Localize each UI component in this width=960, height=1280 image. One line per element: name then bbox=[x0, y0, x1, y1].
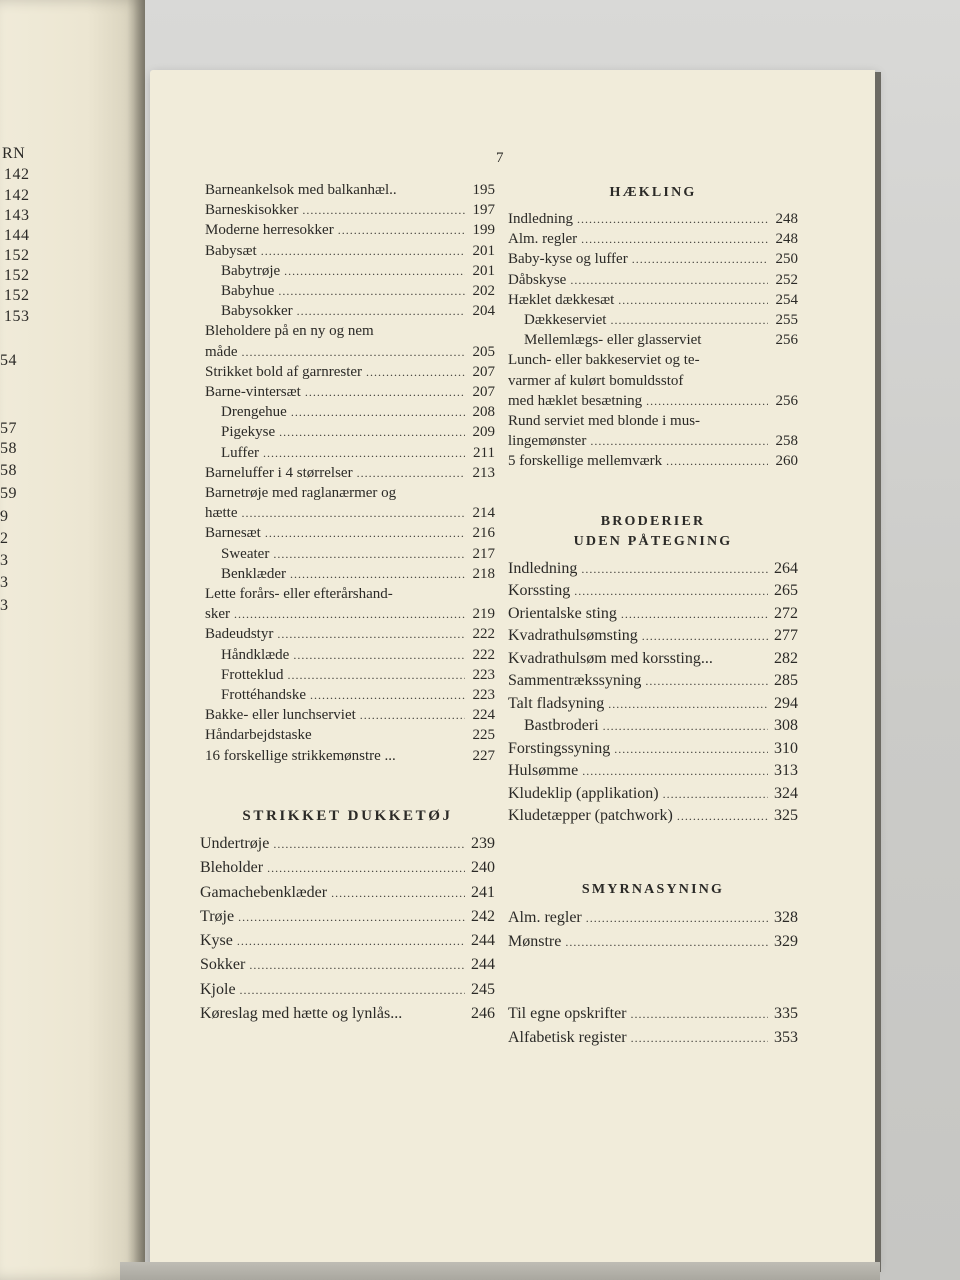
toc-entry bbox=[508, 558, 798, 581]
toc-entry-page: 211 bbox=[473, 444, 495, 461]
dot-leader bbox=[241, 342, 465, 362]
toc-entry-label: Barne-vintersæt bbox=[205, 384, 301, 401]
toc-entry bbox=[200, 1002, 495, 1026]
dot-leader bbox=[278, 281, 465, 301]
toc-entry bbox=[205, 503, 495, 523]
left-page-fragment: 142 bbox=[4, 187, 30, 204]
toc-entry-page: 285 bbox=[774, 672, 798, 690]
toc-entry-label: Alfabetisk register bbox=[508, 1028, 627, 1046]
toc-entry-label: hætte bbox=[205, 505, 238, 522]
toc-entry bbox=[205, 705, 495, 725]
toc-entry bbox=[508, 249, 798, 269]
dot-leader bbox=[338, 220, 465, 240]
toc-entry bbox=[205, 301, 495, 321]
cover-bottom bbox=[120, 1262, 880, 1280]
toc-entry-label: Kjole bbox=[200, 980, 236, 998]
toc-entry bbox=[508, 270, 798, 290]
toc-entry-label: Alm. regler bbox=[508, 231, 578, 248]
toc-entry-page: 308 bbox=[774, 717, 798, 735]
dot-leader bbox=[279, 422, 465, 442]
dot-leader bbox=[293, 645, 465, 665]
dot-leader bbox=[581, 559, 768, 581]
left-page-fragment: 152 bbox=[4, 287, 30, 304]
toc-entry bbox=[205, 584, 495, 604]
dot-leader bbox=[290, 564, 465, 584]
toc-entry-page: 222 bbox=[472, 646, 495, 663]
toc-entry-page: 244 bbox=[471, 932, 495, 950]
left-page-fragment: 3 bbox=[0, 597, 9, 614]
toc-entry-page: 201 bbox=[472, 242, 495, 259]
toc-entry-page: 353 bbox=[774, 1028, 798, 1046]
toc-entry-label: Badeudstyr bbox=[205, 626, 274, 643]
contents-column-left bbox=[205, 180, 495, 766]
toc-entry-page: 213 bbox=[472, 464, 495, 481]
toc-entry bbox=[200, 978, 495, 1002]
toc-entry-page: 250 bbox=[775, 251, 798, 268]
toc-entry-page: 224 bbox=[472, 707, 495, 724]
toc-entry-label: Kludeklip (applikation) bbox=[508, 784, 659, 802]
toc-entry bbox=[508, 783, 798, 806]
toc-entry bbox=[508, 290, 798, 310]
page-number: 7 bbox=[496, 150, 504, 166]
left-page-fragment: 143 bbox=[4, 207, 30, 224]
toc-entry-label: med hæklet besætning bbox=[508, 392, 643, 409]
dot-leader bbox=[677, 806, 768, 828]
dot-leader bbox=[263, 443, 465, 463]
left-page-fragment: 2 bbox=[0, 530, 9, 547]
toc-entry-label: Luffer bbox=[221, 444, 260, 461]
toc-entry-page: 216 bbox=[472, 525, 495, 542]
toc-entry-page: 313 bbox=[774, 762, 798, 780]
dot-leader bbox=[646, 391, 768, 411]
toc-entry bbox=[508, 411, 798, 431]
toc-entry bbox=[205, 463, 495, 483]
toc-entry bbox=[205, 665, 495, 685]
toc-entry bbox=[200, 905, 495, 929]
toc-entry-label: Orientalske sting bbox=[508, 604, 617, 622]
toc-entry bbox=[200, 856, 495, 880]
toc-entry-label: Trøje bbox=[200, 907, 235, 925]
dot-leader bbox=[621, 604, 768, 626]
toc-entry-page: 256 bbox=[775, 332, 798, 349]
dot-leader bbox=[666, 451, 768, 471]
toc-entry-label: Pigekyse bbox=[221, 424, 276, 441]
toc-entry-label: varmer af kulørt bomuldsstof bbox=[508, 372, 684, 389]
toc-entry-page: 324 bbox=[774, 784, 798, 802]
toc-entry bbox=[508, 371, 798, 391]
dot-leader bbox=[581, 229, 768, 249]
toc-entry-label: Køreslag med hætte og lynlås... bbox=[200, 1005, 403, 1023]
toc-entry-page: 248 bbox=[775, 211, 798, 227]
left-page-fragment: 58 bbox=[0, 462, 17, 479]
toc-entry bbox=[508, 310, 798, 330]
toc-entry-label: Rund serviet med blonde i mus- bbox=[508, 413, 701, 430]
dot-leader bbox=[663, 784, 768, 806]
toc-entry-label: Alm. regler bbox=[508, 908, 582, 926]
left-page-fragment: 57 bbox=[0, 420, 17, 437]
toc-entry bbox=[200, 929, 495, 953]
toc-entry-page: 214 bbox=[472, 505, 495, 522]
dot-leader bbox=[284, 261, 465, 281]
toc-entry-page: 208 bbox=[472, 404, 495, 421]
toc-entry-label: Korssting bbox=[508, 582, 571, 600]
toc-entry-label: Lunch- eller bakkeserviet og te- bbox=[508, 352, 700, 369]
dot-leader bbox=[242, 503, 466, 523]
left-page bbox=[0, 0, 145, 1280]
toc-entry-page: 264 bbox=[774, 559, 798, 577]
toc-entry bbox=[508, 805, 798, 828]
toc-entry-page: 199 bbox=[472, 222, 495, 239]
dot-leader bbox=[249, 954, 465, 977]
toc-entry-label: sker bbox=[205, 606, 230, 623]
toc-entry-page: 240 bbox=[471, 859, 495, 877]
toc-entry bbox=[205, 362, 495, 382]
dot-leader bbox=[357, 463, 465, 483]
toc-entry-label: Frottéhandske bbox=[221, 687, 306, 704]
spine-shadow bbox=[127, 0, 145, 1280]
dot-leader bbox=[234, 604, 465, 624]
section-smyrnasyning bbox=[508, 880, 798, 954]
section-title-line-1: BRODERIER bbox=[600, 513, 706, 529]
toc-entry bbox=[508, 451, 798, 471]
toc-entry bbox=[205, 685, 495, 705]
toc-entry-page: 201 bbox=[472, 262, 495, 279]
toc-entry-page: 197 bbox=[472, 202, 495, 219]
toc-entry bbox=[205, 342, 495, 362]
section-haekling bbox=[508, 183, 798, 472]
toc-entry-label: Kvadrathulsømsting bbox=[508, 627, 638, 645]
toc-entry-label: Mellemlægs- eller glasserviet bbox=[524, 332, 702, 349]
dot-leader bbox=[645, 671, 768, 693]
dot-leader bbox=[618, 290, 768, 310]
left-page-fragment: 152 bbox=[4, 247, 30, 264]
toc-entry bbox=[205, 483, 495, 503]
toc-entry-label: Babysokker bbox=[221, 303, 293, 320]
left-page-fragment: 142 bbox=[4, 166, 30, 183]
dot-leader bbox=[642, 626, 768, 648]
toc-entry-label: måde bbox=[205, 343, 238, 360]
dot-leader bbox=[277, 624, 465, 644]
dot-leader bbox=[237, 930, 465, 953]
toc-entry-label: Hæklet dækkesæt bbox=[508, 291, 615, 308]
toc-entry-label: Lette forårs- eller efterårshand- bbox=[205, 586, 393, 603]
toc-entry-page: 254 bbox=[775, 291, 798, 308]
toc-entry bbox=[205, 281, 495, 301]
dot-leader bbox=[238, 906, 465, 929]
toc-entry-page: 329 bbox=[774, 932, 798, 950]
dot-leader bbox=[240, 979, 465, 1002]
toc-entry bbox=[205, 564, 495, 584]
toc-entry-label: Barneluffer i 4 størrelser bbox=[205, 464, 353, 481]
toc-entry-label: Dåbskyse bbox=[508, 271, 567, 288]
toc-entry-page: 223 bbox=[472, 687, 495, 704]
toc-entry-label: Babytrøje bbox=[221, 262, 281, 279]
toc-entry-label: Barneankelsok med balkanhæl.. bbox=[205, 182, 397, 198]
toc-entry bbox=[508, 209, 798, 229]
toc-entry-label: Sammentrækssyning bbox=[508, 672, 642, 690]
toc-entry-label: Dækkeserviet bbox=[524, 312, 607, 329]
toc-entry-page: 219 bbox=[472, 606, 495, 623]
toc-entry-label: Håndarbejdstaske bbox=[205, 727, 312, 744]
left-page-fragment: 3 bbox=[0, 574, 9, 591]
toc-entry-page: 310 bbox=[774, 739, 798, 757]
section-title-line-2: UDEN PÅTEGNING bbox=[573, 533, 733, 549]
toc-entry-page: 255 bbox=[775, 312, 798, 329]
dot-leader bbox=[302, 200, 465, 220]
toc-entry bbox=[205, 523, 495, 543]
toc-entry-label: Sokker bbox=[200, 956, 246, 974]
toc-entry-label: Indledning bbox=[508, 211, 573, 227]
toc-entry bbox=[508, 603, 798, 626]
toc-entry-page: 252 bbox=[775, 271, 798, 288]
toc-entry bbox=[205, 544, 495, 564]
toc-entry-page: 245 bbox=[471, 980, 495, 998]
toc-entry-page: 209 bbox=[472, 424, 495, 441]
dot-leader bbox=[331, 882, 465, 905]
toc-entry-label: Frotteklud bbox=[221, 666, 284, 683]
section-strikket-dukketoj bbox=[200, 806, 495, 1026]
toc-entry bbox=[508, 330, 798, 350]
toc-entry bbox=[508, 906, 798, 930]
toc-entry-label: Drengehue bbox=[221, 404, 287, 421]
dot-leader bbox=[310, 685, 465, 705]
toc-entry-label: Barnetrøje med raglanærmer og bbox=[205, 485, 397, 502]
left-page-fragment: 59 bbox=[0, 485, 17, 502]
toc-entry-label: Bastbroderi bbox=[524, 717, 599, 735]
toc-entry-page: 277 bbox=[774, 627, 798, 645]
toc-entry bbox=[508, 1026, 798, 1050]
dot-leader bbox=[360, 705, 465, 725]
toc-entry-page: 265 bbox=[774, 582, 798, 600]
dot-leader bbox=[366, 362, 465, 382]
dot-leader bbox=[570, 270, 768, 290]
toc-entry bbox=[508, 580, 798, 603]
toc-entry-label: Talt fladsyning bbox=[508, 694, 605, 712]
section-title: SMYRNASYNING bbox=[581, 881, 725, 897]
toc-entry-page: 217 bbox=[472, 545, 495, 562]
toc-entry-label: Babyhue bbox=[221, 283, 275, 300]
dot-leader bbox=[586, 907, 768, 930]
toc-entry-label: 5 forskellige mellemværk bbox=[508, 453, 663, 470]
toc-entry-page: 294 bbox=[774, 694, 798, 712]
dot-leader bbox=[305, 382, 465, 402]
toc-entry-page: 222 bbox=[472, 626, 495, 643]
toc-entry bbox=[200, 881, 495, 905]
toc-entry-page: 227 bbox=[472, 747, 495, 764]
cover-edge bbox=[875, 72, 881, 1272]
toc-entry-label: Forstingssyning bbox=[508, 739, 611, 757]
toc-entry bbox=[205, 321, 495, 341]
toc-entry bbox=[205, 220, 495, 240]
dot-leader bbox=[631, 1003, 768, 1026]
toc-entry-page: 260 bbox=[775, 453, 798, 470]
toc-entry bbox=[508, 648, 798, 671]
toc-entry bbox=[205, 604, 495, 624]
dot-leader bbox=[265, 523, 465, 543]
left-page-fragment: 3 bbox=[0, 552, 9, 569]
toc-entry-page: 207 bbox=[472, 363, 495, 380]
toc-entry-page: 202 bbox=[472, 283, 495, 300]
toc-entry-page: 239 bbox=[471, 835, 495, 852]
dot-leader bbox=[273, 833, 465, 856]
toc-entry-label: Moderne herresokker bbox=[205, 222, 334, 239]
toc-entry-label: Undertrøje bbox=[200, 835, 270, 852]
toc-entry-page: 204 bbox=[472, 303, 495, 320]
toc-entry-page: 248 bbox=[775, 231, 798, 248]
toc-entry-label: Benklæder bbox=[221, 565, 286, 582]
toc-entry bbox=[508, 1002, 798, 1026]
left-page-fragment: 9 bbox=[0, 508, 9, 525]
toc-entry-page: 258 bbox=[775, 433, 798, 450]
toc-entry-page: 272 bbox=[774, 604, 798, 622]
toc-entry bbox=[205, 241, 495, 261]
dot-leader bbox=[614, 739, 768, 761]
toc-entry-label: Bleholder bbox=[200, 859, 264, 877]
toc-entry bbox=[200, 832, 495, 856]
toc-entry-page: 205 bbox=[472, 343, 495, 360]
dot-leader bbox=[590, 431, 768, 451]
toc-entry-label: Hulsømme bbox=[508, 762, 579, 780]
toc-entry bbox=[205, 422, 495, 442]
dot-leader bbox=[610, 310, 768, 330]
section-title: STRIKKET DUKKETØJ bbox=[242, 808, 453, 824]
toc-entry bbox=[205, 443, 495, 463]
toc-entry bbox=[508, 391, 798, 411]
toc-entry bbox=[508, 229, 798, 249]
toc-entry-page: 335 bbox=[774, 1004, 798, 1022]
dot-leader bbox=[565, 931, 768, 954]
toc-entry bbox=[205, 200, 495, 220]
dot-leader bbox=[574, 581, 768, 603]
toc-entry-label: Bleholdere på en ny og nem bbox=[205, 323, 374, 340]
toc-entry-label: Håndklæde bbox=[221, 646, 290, 663]
toc-entry-label: lingemønster bbox=[508, 433, 587, 450]
toc-entry bbox=[508, 715, 798, 738]
toc-entry-label: Gamachebenklæder bbox=[200, 883, 328, 901]
toc-entry-label: Bakke- eller lunchserviet bbox=[205, 707, 356, 724]
left-page-fragment: 153 bbox=[4, 308, 30, 325]
toc-entry bbox=[205, 180, 495, 200]
contents-column-right bbox=[508, 183, 798, 1050]
toc-entry-label: Til egne opskrifter bbox=[508, 1004, 627, 1022]
toc-entry-page: 244 bbox=[471, 956, 495, 974]
dot-leader bbox=[631, 1027, 768, 1050]
section-final-entries bbox=[508, 1002, 798, 1050]
toc-entry bbox=[205, 645, 495, 665]
toc-entry bbox=[508, 930, 798, 954]
dot-leader bbox=[291, 402, 465, 422]
toc-entry-page: 242 bbox=[471, 907, 495, 925]
dot-leader bbox=[582, 761, 768, 783]
toc-entry-label: Kludetæpper (patchwork) bbox=[508, 807, 673, 825]
dot-leader bbox=[288, 665, 466, 685]
toc-entry-label: Barnesæt bbox=[205, 525, 261, 542]
toc-entry-label: Kyse bbox=[200, 932, 233, 950]
toc-entry bbox=[205, 725, 495, 745]
toc-entry-page: 256 bbox=[775, 392, 798, 409]
dot-leader bbox=[273, 544, 465, 564]
left-page-fragment: 54 bbox=[0, 352, 17, 369]
left-page-fragment: 152 bbox=[4, 267, 30, 284]
toc-entry bbox=[205, 746, 495, 766]
toc-entry-page: 223 bbox=[472, 666, 495, 683]
toc-entry-label: Mønstre bbox=[508, 932, 562, 950]
toc-entry bbox=[508, 625, 798, 648]
section-broderier bbox=[508, 512, 798, 828]
toc-entry-page: 282 bbox=[774, 649, 798, 667]
toc-entry-label: Babysæt bbox=[205, 242, 257, 259]
toc-entry-page: 195 bbox=[472, 182, 495, 198]
toc-entry bbox=[205, 261, 495, 281]
left-page-fragment: 58 bbox=[0, 440, 17, 457]
toc-entry bbox=[205, 402, 495, 422]
toc-entry-page: 241 bbox=[471, 883, 495, 901]
toc-entry-label: Sweater bbox=[221, 545, 270, 562]
toc-entry bbox=[508, 670, 798, 693]
toc-entry-label: Barneskisokker bbox=[205, 202, 299, 219]
toc-entry-label: Strikket bold af garnrester bbox=[205, 363, 363, 380]
toc-entry bbox=[508, 738, 798, 761]
toc-entry bbox=[508, 693, 798, 716]
section-title: HÆKLING bbox=[609, 185, 697, 200]
toc-entry bbox=[200, 953, 495, 977]
toc-entry-page: 246 bbox=[471, 1005, 495, 1023]
dot-leader bbox=[267, 857, 465, 880]
dot-leader bbox=[261, 241, 465, 261]
left-page-fragment: RN bbox=[2, 145, 26, 162]
dot-leader bbox=[577, 209, 768, 229]
toc-entry bbox=[205, 382, 495, 402]
toc-entry-label: Kvadrathulsøm med korssting... bbox=[508, 649, 713, 667]
toc-entry bbox=[508, 760, 798, 783]
toc-entry-page: 328 bbox=[774, 908, 798, 926]
toc-entry-page: 325 bbox=[774, 807, 798, 825]
toc-entry bbox=[508, 431, 798, 451]
dot-leader bbox=[632, 249, 768, 269]
dot-leader bbox=[608, 694, 768, 716]
toc-entry-page: 218 bbox=[472, 565, 495, 582]
toc-entry-page: 207 bbox=[472, 384, 495, 401]
dot-leader bbox=[297, 301, 465, 321]
dot-leader bbox=[603, 716, 768, 738]
toc-entry-label: Baby-kyse og luffer bbox=[508, 251, 628, 268]
toc-entry bbox=[508, 350, 798, 370]
left-page-fragment: 144 bbox=[4, 227, 30, 244]
toc-entry-label: 16 forskellige strikkemønstre ... bbox=[205, 747, 396, 764]
toc-entry-label: Indledning bbox=[508, 559, 578, 577]
toc-entry bbox=[205, 624, 495, 644]
toc-entry-page: 225 bbox=[472, 727, 495, 744]
